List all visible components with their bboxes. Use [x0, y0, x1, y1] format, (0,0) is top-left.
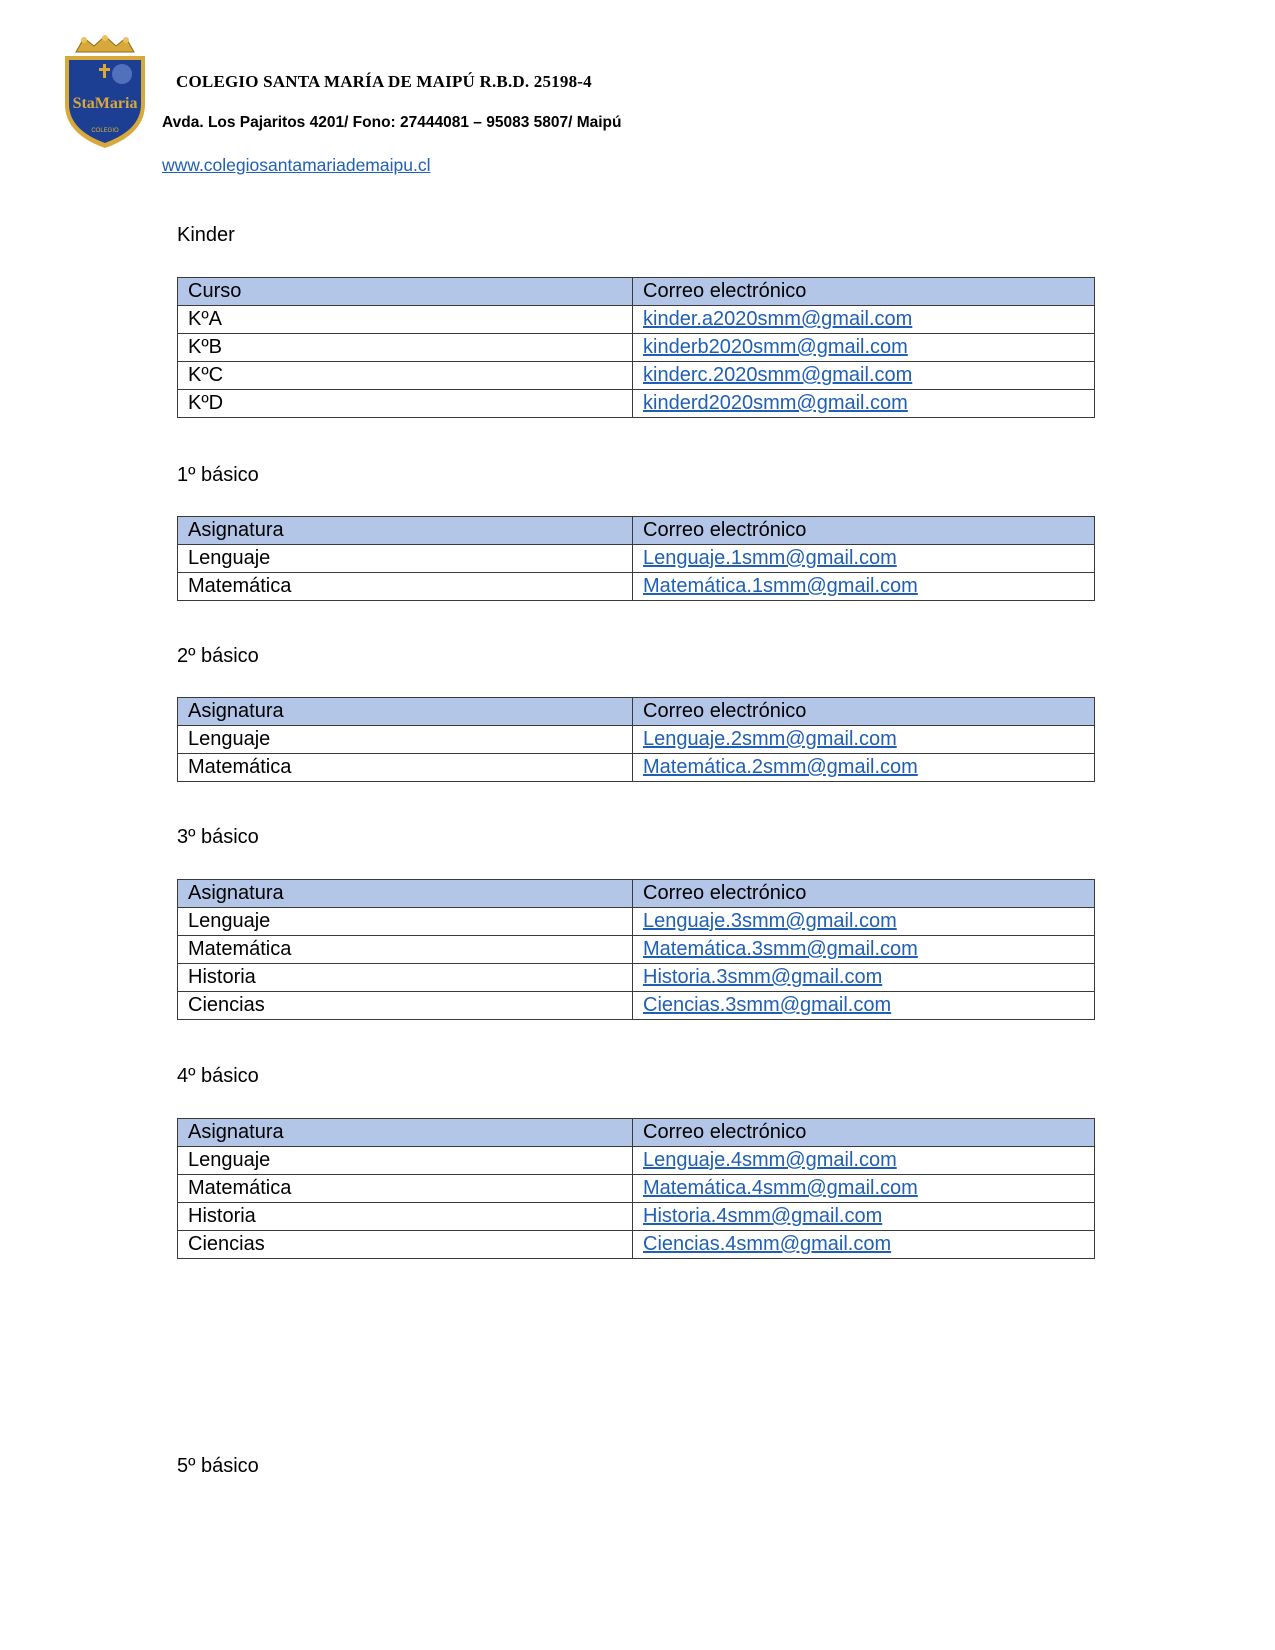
svg-text:StaMaria: StaMaria [72, 95, 138, 112]
table-row [178, 545, 1095, 573]
column-header-email: Correo electrónico [633, 880, 1095, 908]
course-cell: KºD [178, 390, 633, 418]
email-link[interactable]: Matemática.3smm@gmail.com [643, 938, 918, 960]
column-header-asignatura: Asignatura [178, 880, 633, 908]
table-row [178, 1175, 1095, 1203]
subject-cell: Matemática [178, 754, 633, 782]
table-row [178, 390, 1095, 418]
table-row [178, 908, 1095, 936]
table-header-row [178, 517, 1095, 545]
section-title-1-basico: 1º básico [177, 464, 259, 486]
subject-cell: Matemática [178, 1175, 633, 1203]
column-header-asignatura: Asignatura [178, 517, 633, 545]
kinder-table [177, 277, 1095, 418]
school-logo [62, 34, 148, 150]
email-link[interactable]: kinderd2020smm@gmail.com [643, 392, 908, 414]
email-link[interactable]: Historia.3smm@gmail.com [643, 966, 883, 988]
email-link[interactable]: Lenguaje.4smm@gmail.com [643, 1149, 897, 1171]
basico-3-table [177, 879, 1095, 1020]
email-link[interactable]: Ciencias.3smm@gmail.com [643, 994, 892, 1016]
column-header-email: Correo electrónico [633, 517, 1095, 545]
column-header-asignatura: Asignatura [178, 698, 633, 726]
table-row [178, 334, 1095, 362]
subject-cell: Lenguaje [178, 726, 633, 754]
svg-text:COLEGIO: COLEGIO [91, 128, 119, 134]
basico-4-table [177, 1118, 1095, 1259]
subject-cell: Lenguaje [178, 908, 633, 936]
section-title-3-basico: 3º básico [177, 826, 259, 848]
school-name: COLEGIO SANTA MARÍA DE MAIPÚ R.B.D. 25198-4 [176, 72, 592, 91]
email-link[interactable]: kinder.a2020smm@gmail.com [643, 308, 913, 330]
column-header-email: Correo electrónico [633, 1119, 1095, 1147]
table-header-row [178, 698, 1095, 726]
section-title-kinder: Kinder [177, 224, 235, 246]
table-header-row [178, 880, 1095, 908]
course-cell: KºB [178, 334, 633, 362]
table-row [178, 992, 1095, 1020]
table-row [178, 306, 1095, 334]
subject-cell: Lenguaje [178, 545, 633, 573]
subject-cell: Matemática [178, 573, 633, 601]
section-title-4-basico: 4º básico [177, 1065, 259, 1087]
subject-cell: Matemática [178, 936, 633, 964]
table-header-row [178, 278, 1095, 306]
email-link[interactable]: Historia.4smm@gmail.com [643, 1205, 883, 1227]
subject-cell: Ciencias [178, 992, 633, 1020]
basico-2-table [177, 697, 1095, 782]
table-row [178, 1231, 1095, 1259]
email-link[interactable]: Matemática.1smm@gmail.com [643, 575, 918, 597]
table-row [178, 964, 1095, 992]
email-link[interactable]: kinderb2020smm@gmail.com [643, 336, 908, 358]
subject-cell: Lenguaje [178, 1147, 633, 1175]
email-link[interactable]: Ciencias.4smm@gmail.com [643, 1233, 892, 1255]
subject-cell: Ciencias [178, 1231, 633, 1259]
table-row [178, 726, 1095, 754]
table-header-row [178, 1119, 1095, 1147]
column-header-email: Correo electrónico [633, 698, 1095, 726]
column-header-curso: Curso [178, 278, 633, 306]
table-row [178, 1147, 1095, 1175]
email-link[interactable]: Matemática.4smm@gmail.com [643, 1177, 918, 1199]
subject-cell: Historia [178, 1203, 633, 1231]
table-row [178, 573, 1095, 601]
course-cell: KºC [178, 362, 633, 390]
table-row [178, 1203, 1095, 1231]
email-link[interactable]: Lenguaje.2smm@gmail.com [643, 728, 897, 750]
basico-1-table [177, 516, 1095, 601]
column-header-email: Correo electrónico [633, 278, 1095, 306]
section-title-2-basico: 2º básico [177, 645, 259, 667]
section-title-5-basico: 5º básico [177, 1455, 259, 1477]
subject-cell: Historia [178, 964, 633, 992]
email-link[interactable]: Matemática.2smm@gmail.com [643, 756, 918, 778]
school-address: Avda. Los Pajaritos 4201/ Fono: 27444081 – 95083 5807/ Maipú [162, 114, 622, 131]
email-link[interactable]: Lenguaje.3smm@gmail.com [643, 910, 897, 932]
column-header-asignatura: Asignatura [178, 1119, 633, 1147]
table-row [178, 936, 1095, 964]
website-link[interactable]: www.colegiosantamariademaipu.cl [162, 155, 431, 175]
email-link[interactable]: kinderc.2020smm@gmail.com [643, 364, 913, 386]
table-row [178, 362, 1095, 390]
email-link[interactable]: Lenguaje.1smm@gmail.com [643, 547, 897, 569]
table-row [178, 754, 1095, 782]
course-cell: KºA [178, 306, 633, 334]
